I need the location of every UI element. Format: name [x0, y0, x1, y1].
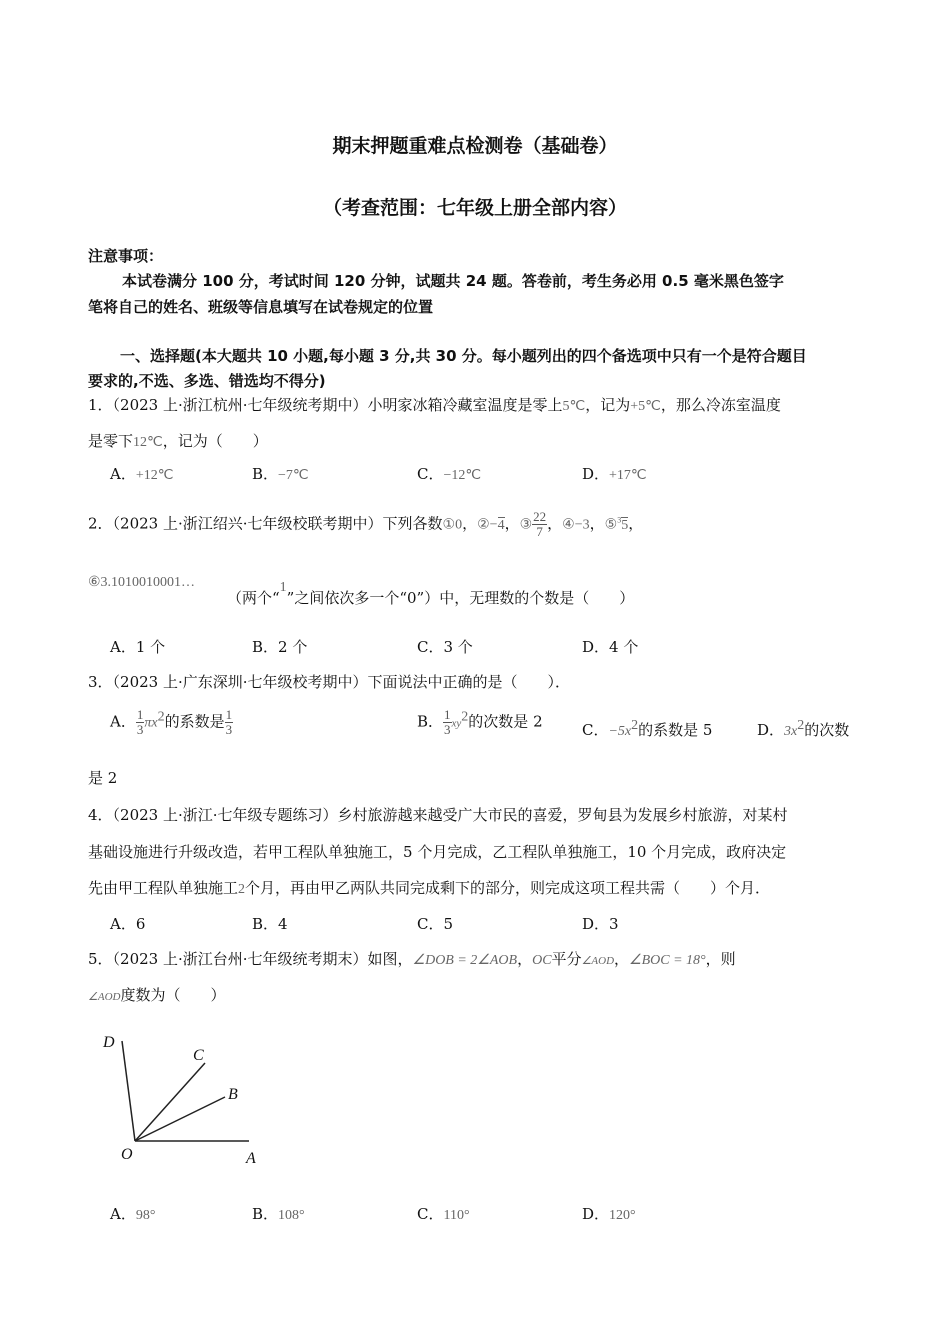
page-subtitle: （考查范围：七年级上册全部内容） [322, 197, 627, 219]
q1-option-c[interactable]: C．−12℃ [417, 465, 482, 483]
label-a: A [246, 1150, 256, 1167]
notice-line-2: 笔将自己的姓名、班级等信息填写在试卷规定的位置 [88, 298, 434, 316]
angle-figure [95, 1025, 275, 1175]
label-o: O [121, 1146, 133, 1163]
math-plus5c: +5℃ [630, 399, 661, 414]
q3-option-c[interactable]: C．$-5x^2$的系数是 5 [582, 718, 713, 739]
page-title: 期末押题重难点检测卷（基础卷） [332, 135, 618, 157]
q5-option-c[interactable]: C．110° [417, 1205, 470, 1223]
question-4-line-1: 4．（2023 上·浙江·七年级专题练习）乡村旅游越来越受广大市民的喜爱，罗甸县为发展乡村旅游，对某村 [88, 806, 788, 824]
section-heading-line-1: 一、选择题(本大题共 10 小题,每小题 3 分,共 30 分。每小题列出的四个备选项中只有一个是符合题目 [120, 347, 807, 365]
q4-option-d[interactable]: D．3 [582, 915, 619, 933]
ray-oc [135, 1063, 205, 1141]
label-c: C [193, 1047, 204, 1064]
q3-option-d-continued: 是 2 [88, 769, 118, 787]
question-4-line-3: 先由甲工程队单独施工2个月，再由甲乙两队共同完成剩下的部分，则完成这项工程共需（ ）个月． [88, 879, 771, 897]
q5-option-b[interactable]: B．108° [252, 1205, 305, 1223]
question-4-line-2: 基础设施进行升级改造，若甲工程队单独施工，5 个月完成，乙工程队单独施工，10 个月完成，政府决定 [88, 843, 787, 861]
q2-option-d[interactable]: D．4 个 [582, 638, 639, 656]
fraction-22-7: $\frac{22}{7}$ [533, 509, 547, 539]
q2-option-c[interactable]: C．3 个 [417, 638, 473, 656]
question-2-line-1: 2．（2023 上·浙江绍兴·七年级校联考期中）下列各数①0，②−4，③ $\frac{22}{7}$ ，④−3，⑤$^3$5， [88, 509, 644, 539]
q2-option-b[interactable]: B．2 个 [252, 638, 308, 656]
number-6: ⑥3.1010010001… [88, 575, 196, 590]
notice-line-1: 本试卷满分 100 分，考试时间 120 分钟，试题共 24 题。答卷前，考生务必用 0.5 毫米黑色签字 [122, 272, 784, 290]
question-5-line-1: 5．（2023 上·浙江台州·七年级统考期末）如图，∠DOB = 2∠AOB，OC平分∠AOD，∠BOC = 18°，则 [88, 950, 736, 968]
q3-option-b[interactable]: B． $\frac{1}{3}$ $xy^2$的次数是 2 [417, 707, 543, 737]
q5-option-d[interactable]: D．120° [582, 1205, 636, 1223]
q4-option-a[interactable]: A．6 [110, 915, 146, 933]
question-3-stem: 3．（2023 上·广东深圳·七年级校考期中）下面说法中正确的是（ ）． [88, 673, 571, 691]
ray-od [122, 1041, 135, 1141]
ray-ob [135, 1097, 225, 1141]
question-2-line-2: （两个“1”之间依次多一个“0”）中，无理数的个数是（ ） [227, 580, 635, 607]
question-1-line-1: 1．（2023 上·浙江杭州·七年级统考期中）小明家冰箱冷藏室温度是零上5℃，记为+5℃，那么冷冻室温度 [88, 396, 781, 414]
q1-option-d[interactable]: D．+17℃ [582, 465, 647, 483]
q4-option-b[interactable]: B．4 [252, 915, 288, 933]
label-b: B [228, 1086, 238, 1103]
q5-option-a[interactable]: A．98° [110, 1205, 156, 1223]
label-d: D [103, 1034, 115, 1051]
q2-option-a[interactable]: A．1 个 [110, 638, 166, 656]
cube-root-5: 5 [621, 517, 629, 533]
question-1-line-2: 是零下12℃，记为（ ） [88, 432, 268, 450]
section-heading-line-2: 要求的,不选、多选、错选均不得分) [88, 372, 326, 390]
q1-option-a[interactable]: A．+12℃ [110, 465, 174, 483]
q3-option-a[interactable]: A． $\frac{1}{3}$ $\pi x^2$的系数是 $\frac{1}{3}$ [110, 707, 233, 737]
sqrt-4: 4 [497, 517, 505, 533]
question-5-line-2: ∠AOD度数为（ ） [88, 986, 226, 1004]
math-12c: 12℃ [133, 435, 163, 450]
q3-option-d[interactable]: D．$3x^2$的次数 [757, 718, 850, 739]
q4-option-c[interactable]: C．5 [417, 915, 454, 933]
q1-option-b[interactable]: B．−7℃ [252, 465, 309, 483]
math-5c: 5℃ [562, 399, 586, 414]
notice-heading: 注意事项： [88, 247, 164, 265]
